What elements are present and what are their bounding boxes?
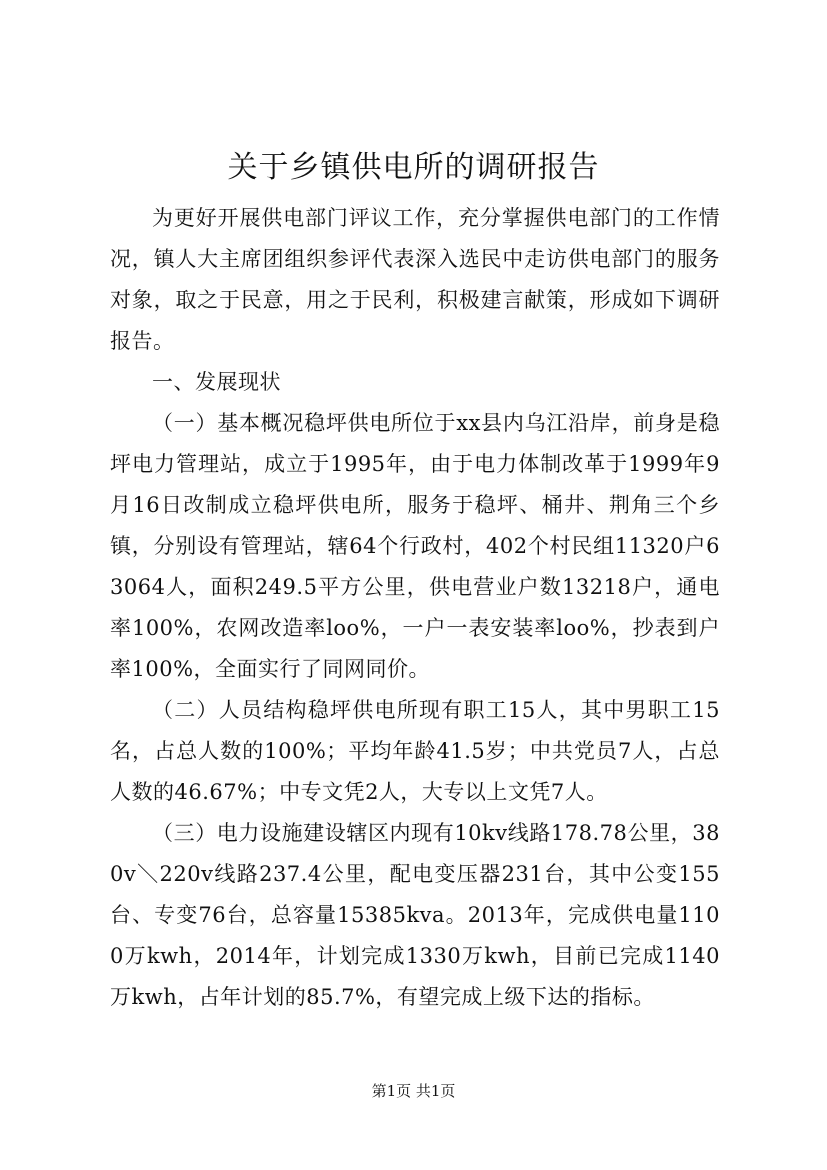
section-heading-development-status: 一、发展现状 xyxy=(152,370,281,394)
document-title: 关于乡镇供电所的调研报告 xyxy=(227,150,600,185)
power-facilities-paragraph: （三）电力设施建设辖区内现有10kv线路178.78公里，380v＼220v线路237.4公里，配电变压器231台，其中公变155台、专变76台，总容量15385kva。2013年，完成供电量1100万kwh，2014年，计划完成1330万kwh，目前已完成1140万kwh，占年计划的85.7%，有望完成上级下达的指标。 xyxy=(110,821,720,1009)
basic-overview-paragraph: （一）基本概况稳坪供电所位于xx县内乌江沿岸，前身是稳坪电力管理站，成立于1995年，由于电力体制改革于1999年9月16日改制成立稳坪供电所，服务于稳坪、桶井、荆角三个乡镇，分别设有管理站，辖64个行政村，402个村民组11320户63064人，面积249.5平方公里，供电营业户数13218户，通电率100%，农网改造率loo%，一户一表安装率loo%，抄表到户率100%，全面实行了同网同价。 xyxy=(110,411,720,681)
page-footer: 第1页 共1页 xyxy=(371,1082,456,1100)
intro-paragraph: 为更好开展供电部门评议工作，充分掌握供电部门的工作情况，镇人大主席团组织参评代表深入选民中走访供电部门的服务对象，取之于民意，用之于民利，积极建言献策，形成如下调研报告。 xyxy=(110,206,720,353)
staff-structure-paragraph: （二）人员结构稳坪供电所现有职工15人，其中男职工15名，占总人数的100%；平均年龄41.5岁；中共党员7人，占总人数的46.67%；中专文凭2人，大专以上文凭7人。 xyxy=(110,698,720,804)
document-body xyxy=(110,198,720,1018)
